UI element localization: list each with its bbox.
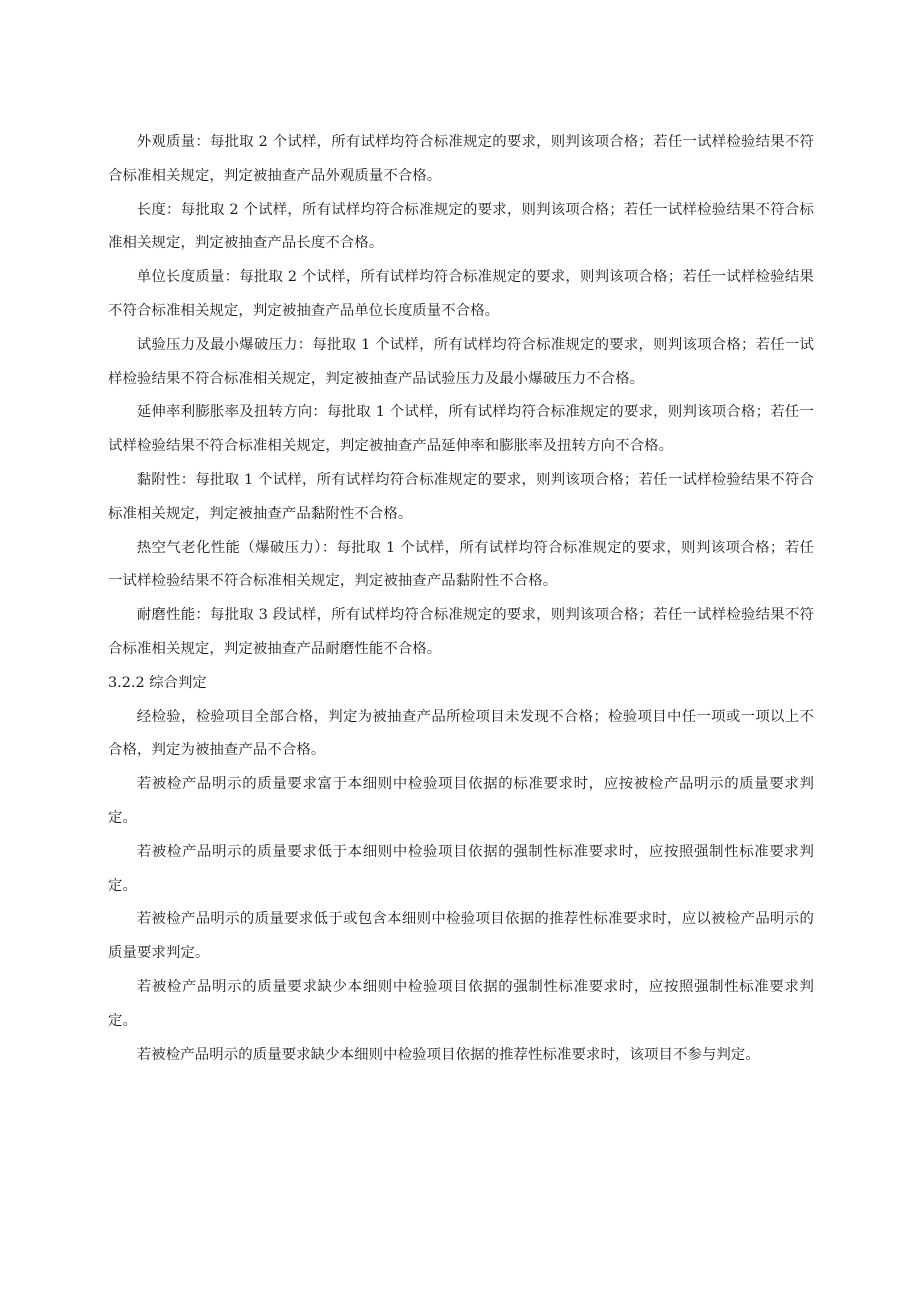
paragraph-hot-air-aging: 热空气老化性能（爆破压力）：每批取 1 个试样，所有试样均符合标准规定的要求，则判该项合格；若任一试样检验结果不符合标准相关规定，判定被抽查产品黏附性不合格。 bbox=[108, 539, 814, 590]
paragraph-rule-below-recommended: 若被检产品明示的质量要求低于或包含本细则中检验项目依据的推荐性标准要求时，应以被检产品明示的质量要求判定。 bbox=[108, 911, 814, 962]
paragraph-abrasion-resistance: 耐磨性能：每批取 3 段试样，所有试样均符合标准规定的要求，则判该项合格；若任一试样检验结果不符合标准相关规定，判定被抽查产品耐磨性能不合格。 bbox=[108, 607, 814, 657]
paragraph-appearance-quality: 外观质量：每批取 2 个试样，所有试样均符合标准规定的要求，则判该项合格；若任一试样检验结果不符合标准相关规定，判定被抽查产品外观质量不合格。 bbox=[108, 134, 814, 184]
section-heading: 3.2.2 综合判定 bbox=[108, 674, 207, 691]
paragraph-length: 长度：每批取 2 个试样，所有试样均符合标准规定的要求，则判该项合格；若任一试样检验结果不符合标准相关规定，判定被抽查产品长度不合格。 bbox=[108, 201, 814, 252]
paragraph-rule-missing-mandatory: 若被检产品明示的质量要求缺少本细则中检验项目依据的强制性标准要求时，应按照强制性标准要求判定。 bbox=[108, 978, 814, 1029]
paragraph-rule-below-mandatory: 若被检产品明示的质量要求低于本细则中检验项目依据的强制性标准要求时，应按照强制性标准要求判定。 bbox=[108, 843, 814, 894]
paragraph-rule-missing-recommended: 若被检产品明示的质量要求缺少本细则中检验项目依据的推荐性标准要求时，该项目不参与判定。 bbox=[136, 1046, 760, 1063]
paragraph-overall-judgement: 经检验，检验项目全部合格，判定为被抽查产品所检项目未发现不合格；检验项目中任一项或一项以上不合格，判定为被抽查产品不合格。 bbox=[108, 708, 814, 759]
document-body bbox=[108, 126, 814, 1072]
paragraph-elongation-expansion: 延伸率利膨胀率及扭转方向：每批取 1 个试样，所有试样均符合标准规定的要求，则判该项合格；若任一试样检验结果不符合标准相关规定，判定被抽查产品延伸率和膨胀率及扭转方向不合格。 bbox=[108, 404, 814, 455]
paragraph-rule-stricter-claims: 若被检产品明示的质量要求富于本细则中检验项目依据的标准要求时，应按被检产品明示的质量要求判定。 bbox=[108, 776, 814, 826]
paragraph-unit-length-mass: 单位长度质量：每批取 2 个试样，所有试样均符合标准规定的要求，则判该项合格；若任一试样检验结果不符合标准相关规定，判定被抽查产品单位长度质量不合格。 bbox=[108, 269, 814, 319]
paragraph-burst-pressure: 试验压力及最小爆破压力：每批取 1 个试样，所有试样均符合标准规定的要求，则判该项合格；若任一试样检验结果不符合标准相关规定，判定被抽查产品试验压力及最小爆破压力不合格。 bbox=[108, 336, 814, 387]
paragraph-adhesion: 黏附性：每批取 1 个试样，所有试样均符合标准规定的要求，则判该项合格；若任一试样检验结果不符合标准相关规定，判定被抽查产品黏附性不合格。 bbox=[108, 471, 814, 522]
